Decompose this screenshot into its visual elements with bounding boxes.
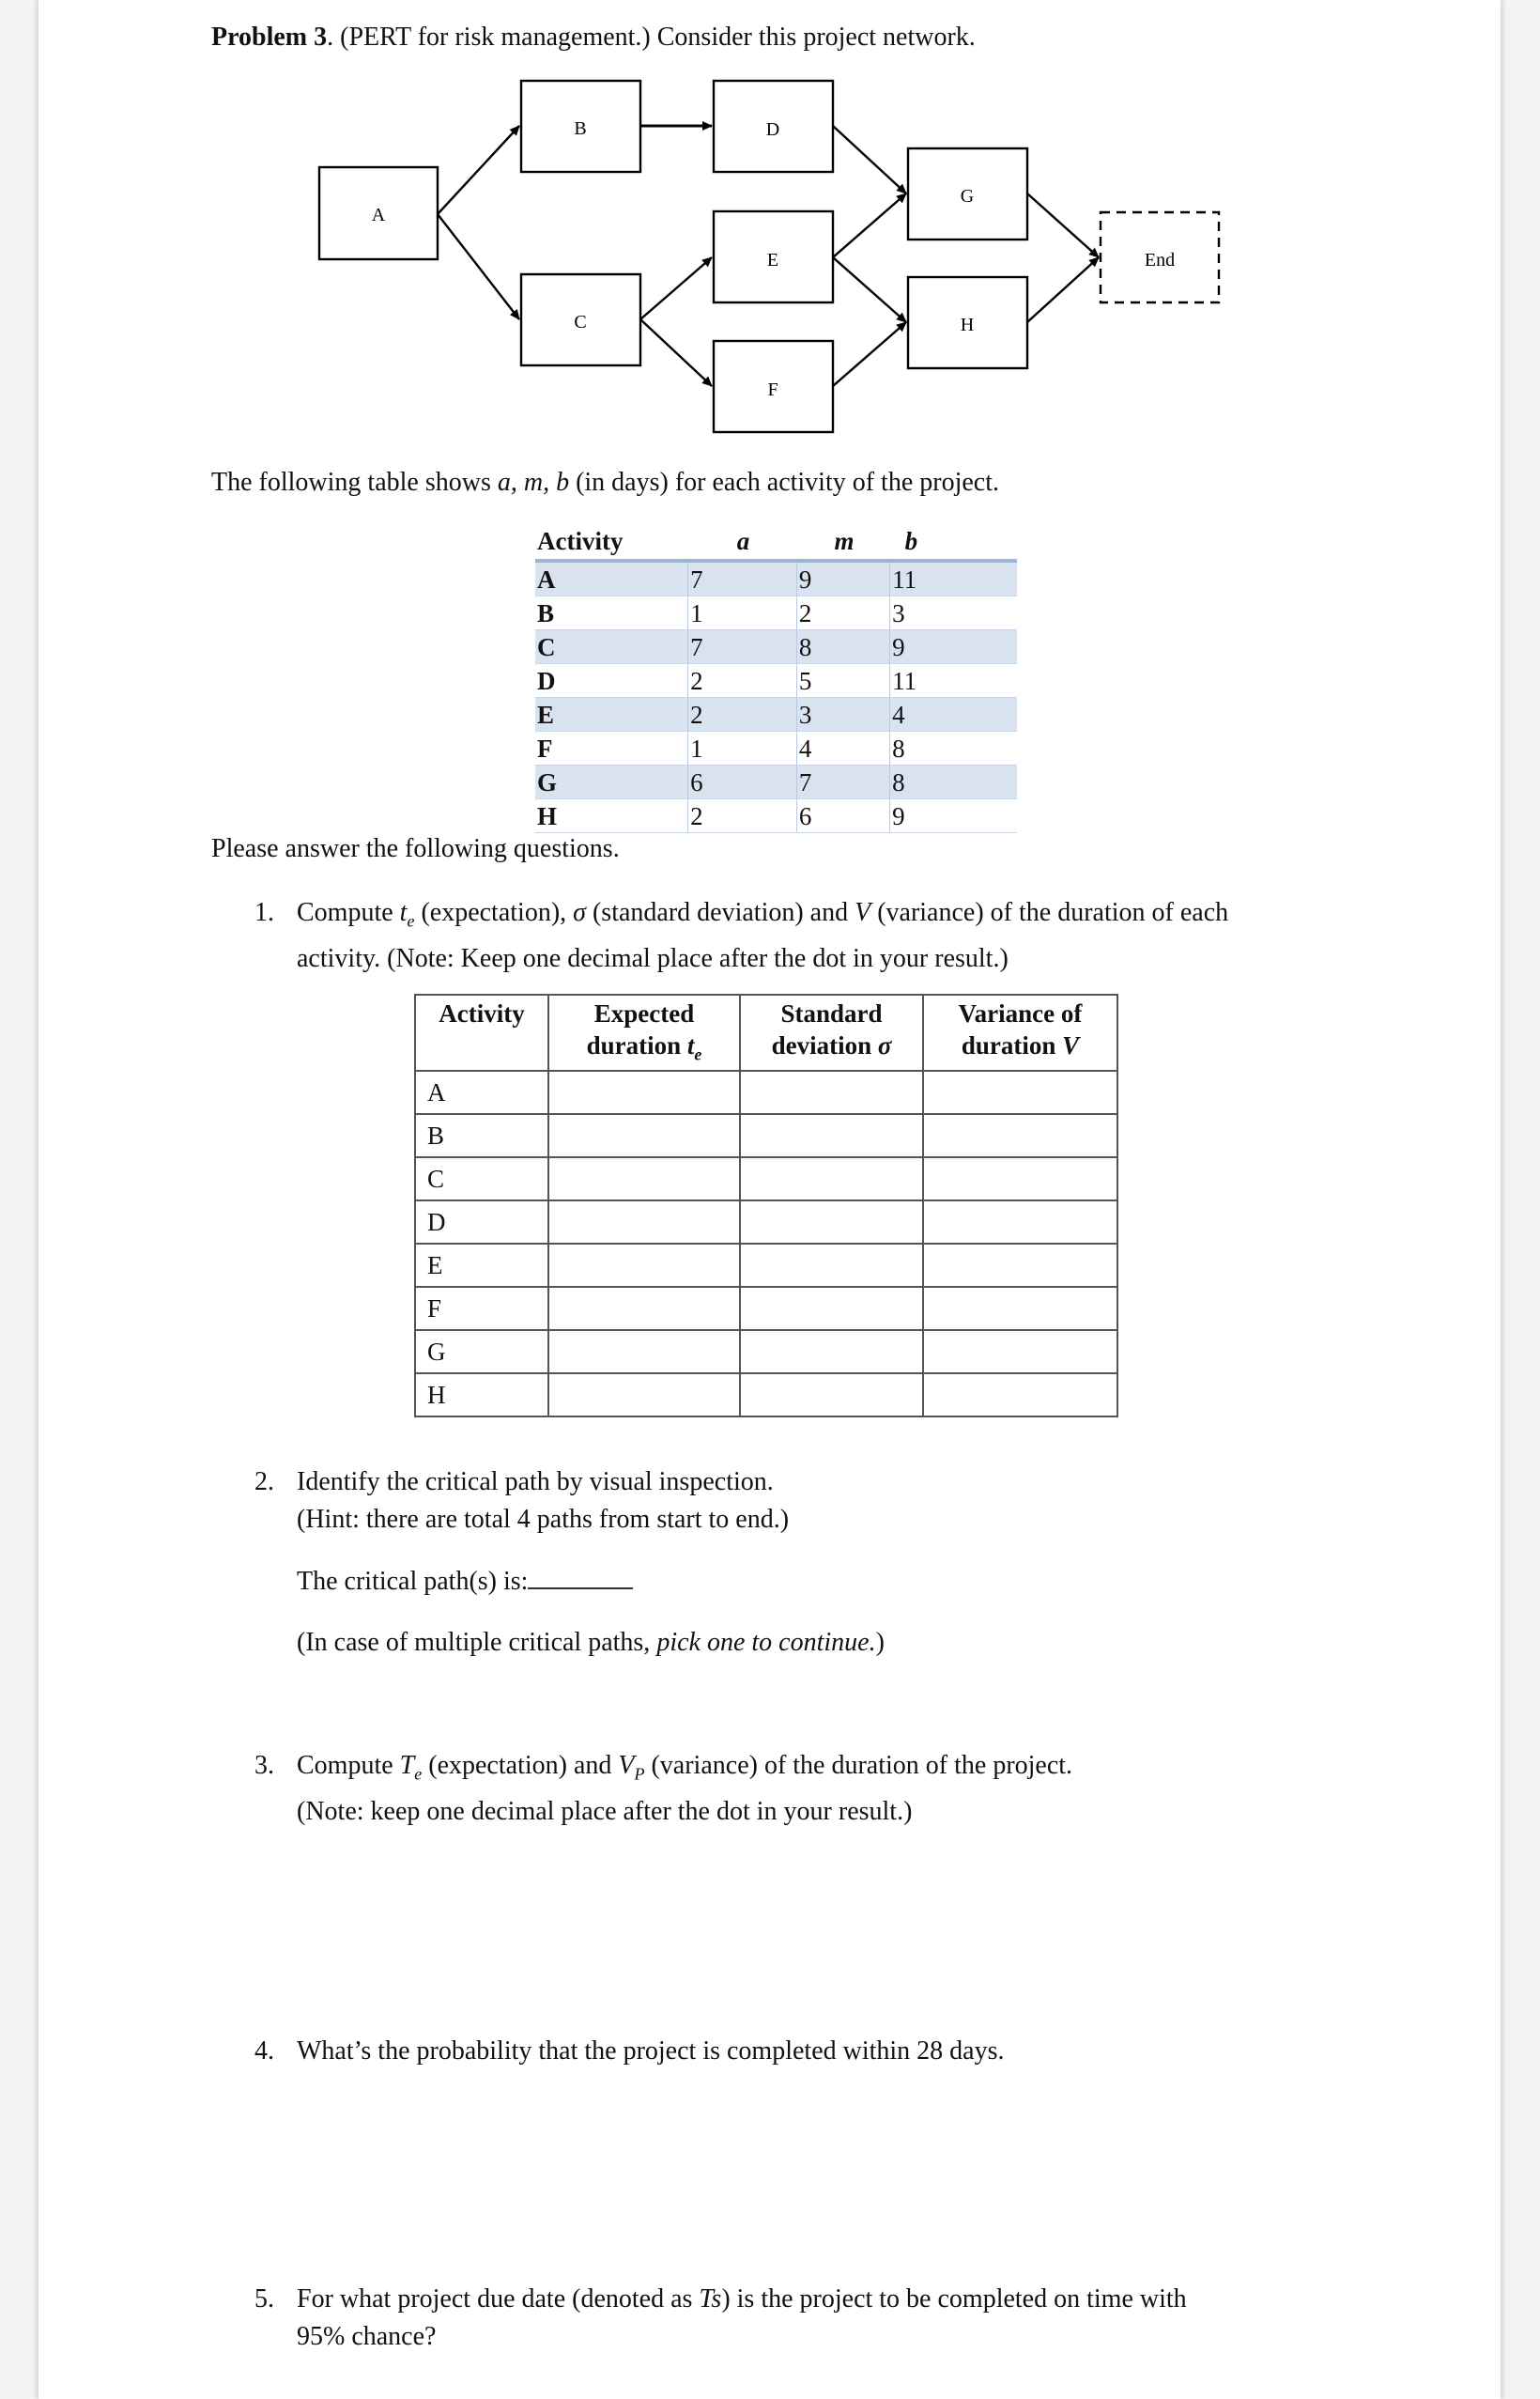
answer-cell-v[interactable] <box>923 1114 1117 1157</box>
answer-cell-sigma[interactable] <box>740 1157 923 1200</box>
answer-row: D <box>415 1200 1117 1244</box>
edge-d-g <box>833 126 906 193</box>
node-end-label: End <box>1144 250 1176 271</box>
answer-cell-v[interactable] <box>923 1373 1117 1416</box>
answer-row: C <box>415 1157 1117 1200</box>
edge-g-end <box>1027 193 1099 257</box>
table-row: A 7 9 11 <box>535 561 1017 596</box>
edge-e-g <box>833 193 906 257</box>
question-5: 5. For what project due date (denoted as Ts) is the project to be completed on time with 95% chance? <box>254 2284 1187 2351</box>
answer-cell-v[interactable] <box>923 1287 1117 1330</box>
node-c-label: C <box>574 312 587 333</box>
answer-row: E <box>415 1244 1117 1287</box>
node-a-label: A <box>371 205 386 225</box>
estimates-table <box>535 523 1017 833</box>
edge-f-h <box>833 322 906 386</box>
table-row: E 2 3 4 <box>535 698 1017 732</box>
answer-cell-te[interactable] <box>548 1114 740 1157</box>
node-b-label: B <box>574 118 587 139</box>
answer-row: H <box>415 1373 1117 1416</box>
edge-h-end <box>1027 257 1099 322</box>
answer-cell-sigma[interactable] <box>740 1287 923 1330</box>
node-d-label: D <box>765 119 780 140</box>
node-e-label: E <box>766 250 779 271</box>
answer-header-variance: Variance of duration V <box>923 995 1117 1071</box>
header-b: b <box>890 523 1017 561</box>
answer-cell-sigma[interactable] <box>740 1200 923 1244</box>
answer-cell-sigma[interactable] <box>740 1330 923 1373</box>
answer-cell-te[interactable] <box>548 1071 740 1114</box>
answer-cell-te[interactable] <box>548 1330 740 1373</box>
answer-row: B <box>415 1114 1117 1157</box>
table-row: D 2 5 11 <box>535 664 1017 698</box>
question-2: 2. Identify the critical path by visual inspection. (Hint: there are total 4 paths from start to end.) The critical path(s) is: (In case of multiple critical paths, pick one to continue.) <box>254 1467 885 1657</box>
table-intro: The following table shows a, m, b (in days) for each activity of the project. <box>211 468 1000 497</box>
document-page <box>38 0 1501 2399</box>
table-row: F 1 4 8 <box>535 732 1017 766</box>
node-f-label: F <box>767 379 778 400</box>
problem-intro: . (PERT for risk management.) Consider this project network. <box>327 23 976 52</box>
answer-cell-sigma[interactable] <box>740 1114 923 1157</box>
critical-path-blank[interactable] <box>528 1561 633 1589</box>
edge-a-c <box>438 214 519 319</box>
answer-header-activity: Activity <box>415 995 548 1071</box>
edge-c-e <box>640 257 712 319</box>
answer-row: G <box>415 1330 1117 1373</box>
edge-c-f <box>640 319 712 386</box>
answer-cell-v[interactable] <box>923 1200 1117 1244</box>
table-row: B 1 2 3 <box>535 596 1017 630</box>
problem-label: Problem 3 <box>211 23 328 52</box>
question-3: 3. Compute $T_e$ (expectation) and $V_P$ (variance) of the duration of the project. (Note: keep one decimal place after the dot in your result.) <box>254 1751 1073 1826</box>
table-row: H 2 6 9 <box>535 799 1017 833</box>
answer-cell-v[interactable] <box>923 1244 1117 1287</box>
answer-cell-sigma[interactable] <box>740 1244 923 1287</box>
answer-cell-te[interactable] <box>548 1200 740 1244</box>
table-row: G 6 7 8 <box>535 766 1017 799</box>
answer-cell-v[interactable] <box>923 1330 1117 1373</box>
estimates-header-row <box>535 523 1017 561</box>
answer-header-std: Standard deviation σ <box>740 995 923 1071</box>
answer-cell-v[interactable] <box>923 1071 1117 1114</box>
node-g-label: G <box>960 186 975 207</box>
questions-intro: Please answer the following questions. <box>211 834 620 863</box>
edge-e-h <box>833 257 906 322</box>
question-4: 4. What’s the probability that the project is completed within 28 days. <box>254 2036 1005 2066</box>
answer-cell-sigma[interactable] <box>740 1071 923 1114</box>
answer-cell-v[interactable] <box>923 1157 1117 1200</box>
project-network-diagram <box>0 0 1540 451</box>
answer-table <box>414 994 1118 1417</box>
table-row: C 7 8 9 <box>535 630 1017 664</box>
answer-header-row <box>415 995 1117 1071</box>
critical-path-answer: The critical path(s) is: <box>254 1561 885 1601</box>
answer-cell-te[interactable] <box>548 1287 740 1330</box>
answer-header-expected: Expected duration $t_e$ <box>548 995 740 1071</box>
node-h-label: H <box>960 315 975 335</box>
question-1: 1. Compute $t_e$ (expectation), σ (standard deviation) and V (variance) of the duration of each activity. (Note: Keep one decimal place after the dot in your result.) <box>254 898 1229 973</box>
header-activity: Activity <box>535 523 688 561</box>
header-m: m <box>796 523 889 561</box>
header-a: a <box>688 523 797 561</box>
answer-cell-te[interactable] <box>548 1244 740 1287</box>
answer-row: F <box>415 1287 1117 1330</box>
answer-row: A <box>415 1071 1117 1114</box>
table-intro-vars: a, m, b <box>497 468 570 497</box>
answer-cell-sigma[interactable] <box>740 1373 923 1416</box>
answer-cell-te[interactable] <box>548 1157 740 1200</box>
edge-a-b <box>438 126 519 214</box>
answer-cell-te[interactable] <box>548 1373 740 1416</box>
